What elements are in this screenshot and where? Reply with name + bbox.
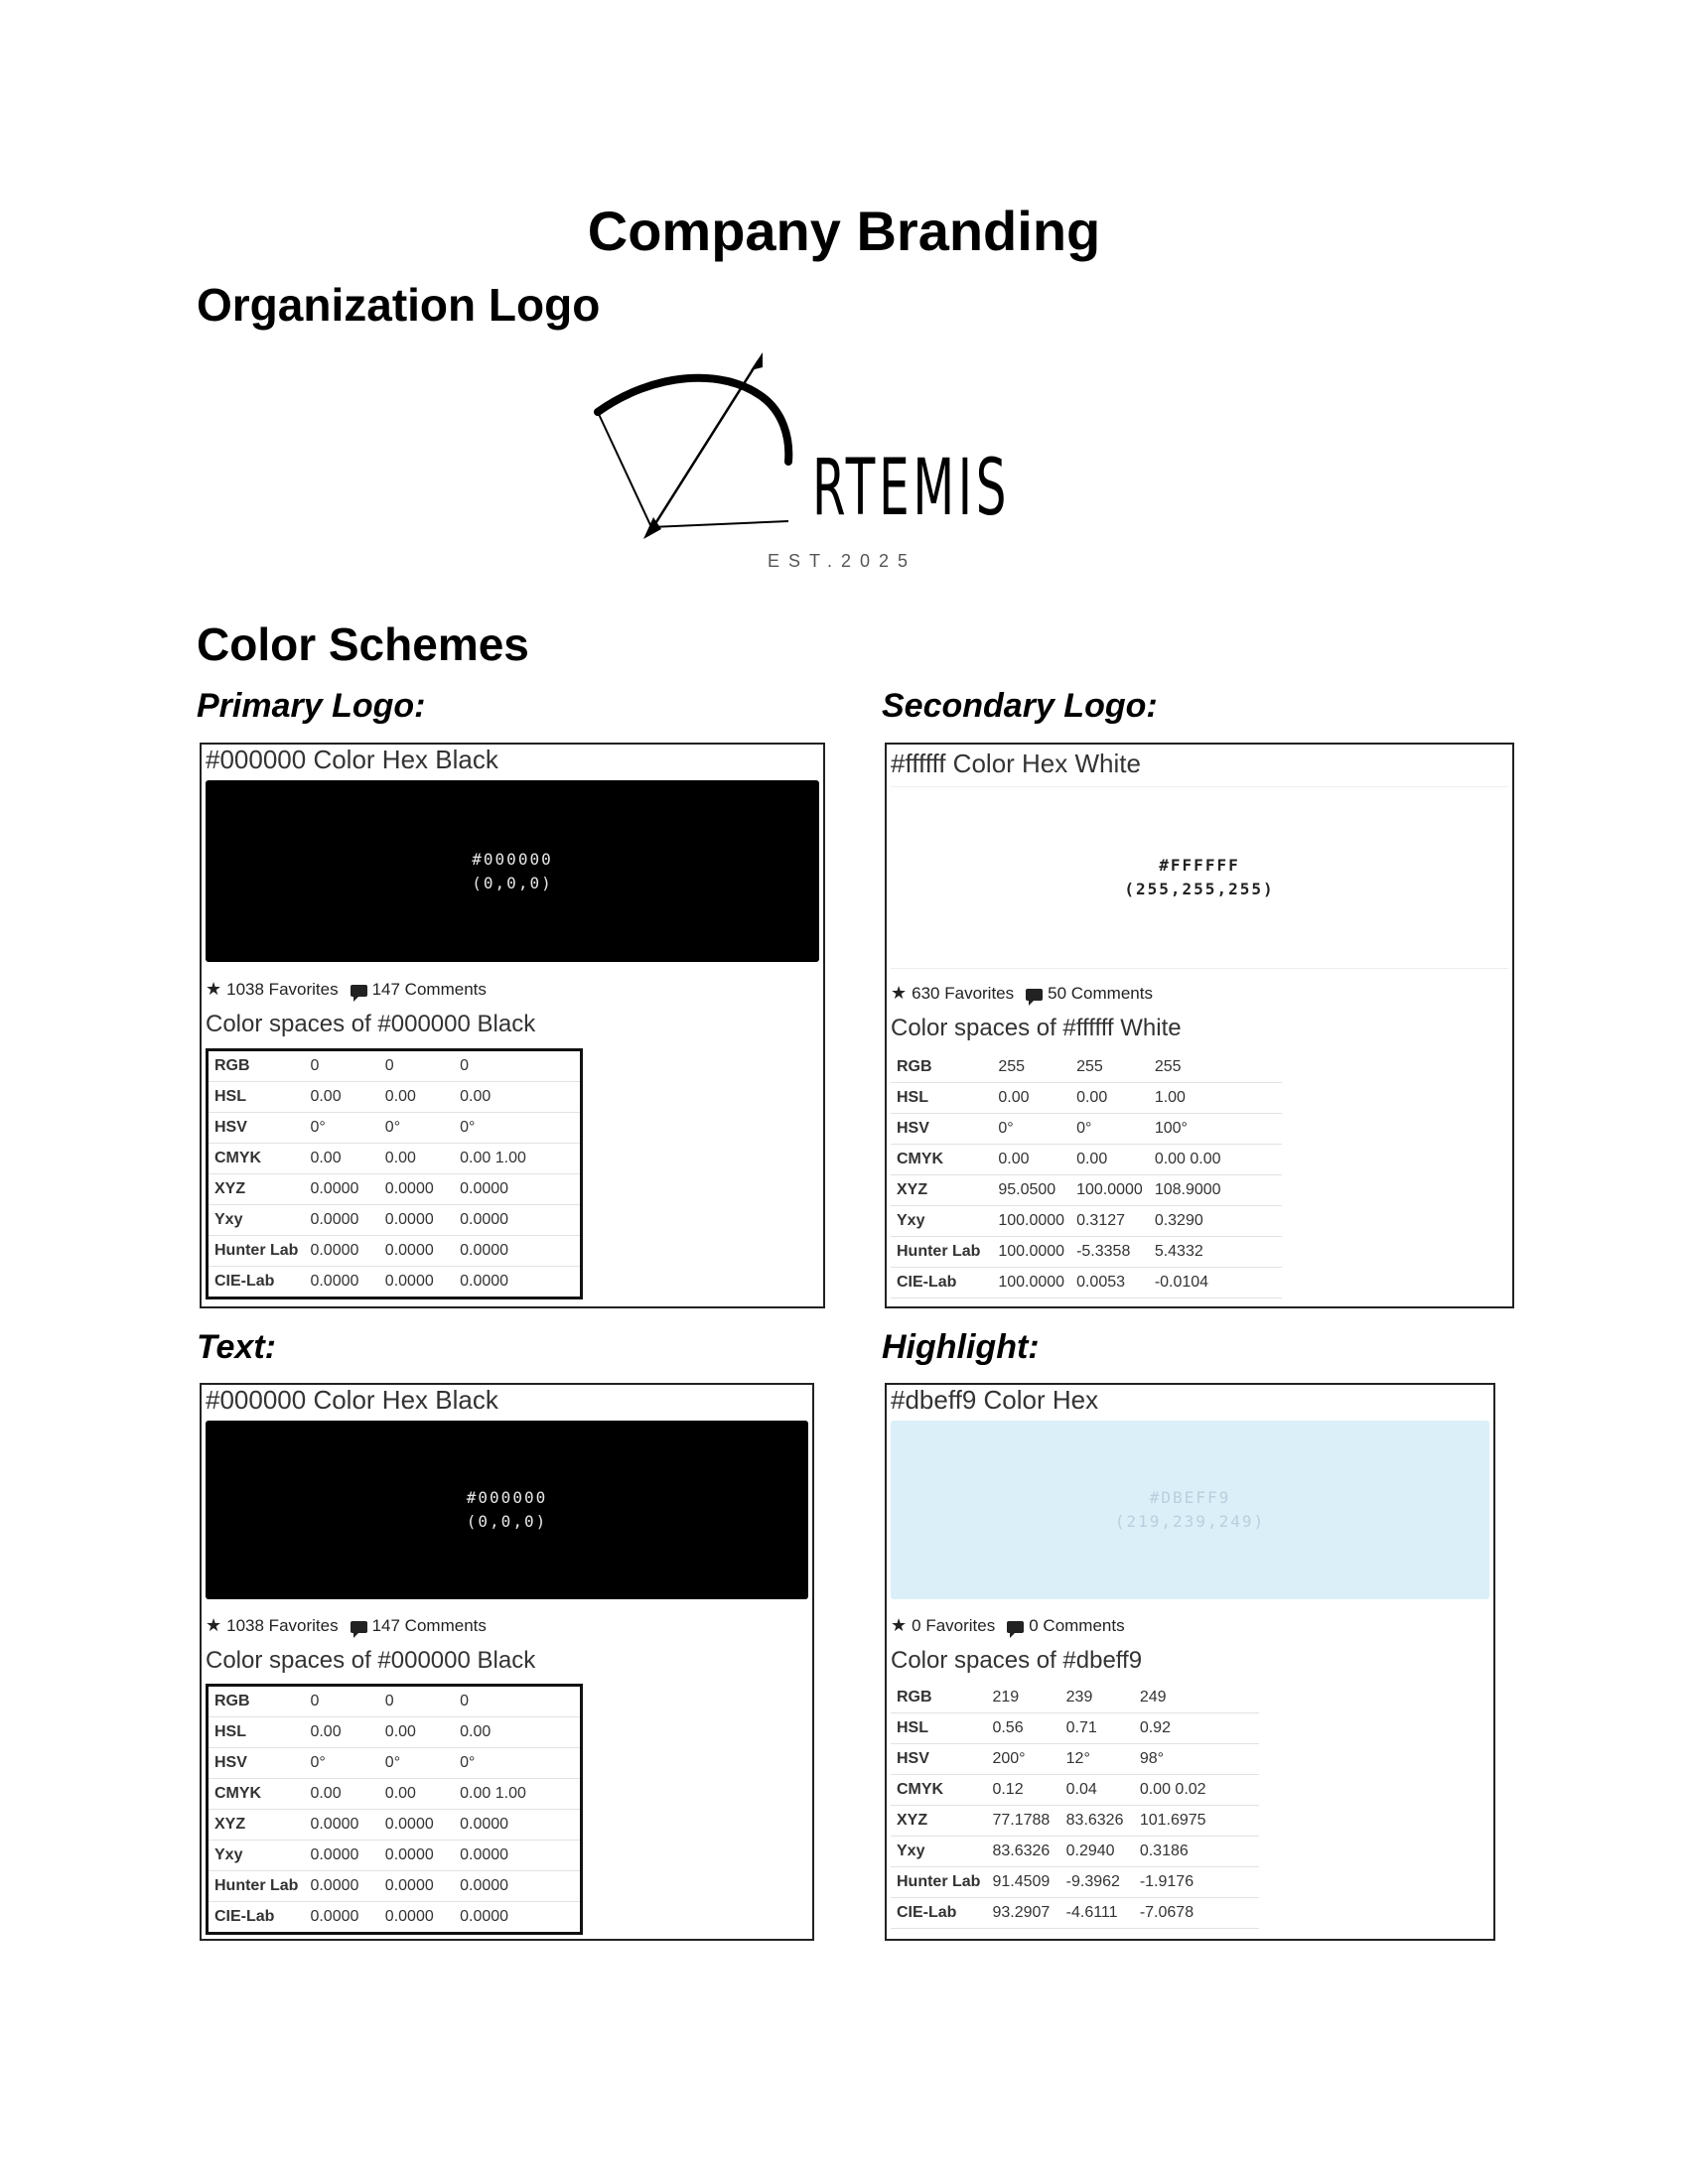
color-space-label: CMYK [891, 1145, 992, 1175]
color-space-value: 0.00 [1070, 1145, 1149, 1175]
color-stats [891, 1615, 1125, 1636]
color-space-value: 0° [454, 1113, 581, 1144]
color-space-value: 200° [986, 1744, 1059, 1775]
color-spaces-table [206, 1684, 583, 1935]
table-row [208, 1205, 582, 1236]
color-space-value: 0 [454, 1686, 581, 1717]
highlight-color-label: Highlight: [882, 1328, 1040, 1366]
color-space-label: Yxy [891, 1837, 986, 1867]
color-space-label: Hunter Lab [891, 1867, 986, 1898]
color-space-label: RGB [208, 1686, 305, 1717]
color-space-value: 0.00 [304, 1717, 378, 1748]
table-row [891, 1268, 1282, 1298]
color-space-value: 0.00 [379, 1717, 454, 1748]
color-space-value: 91.4509 [986, 1867, 1059, 1898]
color-space-value: 0.00 [304, 1144, 378, 1174]
table-row [891, 1237, 1282, 1268]
color-space-value: 95.0500 [992, 1175, 1070, 1206]
comment-icon [1026, 989, 1043, 1001]
color-swatch [891, 1421, 1489, 1599]
color-spaces-table [891, 1683, 1259, 1929]
color-swatch [206, 1421, 808, 1599]
color-space-value: 0.00 0.02 [1134, 1775, 1259, 1806]
color-space-value: 0.00 [992, 1083, 1070, 1114]
page-title: Company Branding [587, 200, 1101, 262]
color-space-label: CMYK [208, 1144, 305, 1174]
comment-icon [351, 1621, 367, 1633]
color-spaces-title: Color spaces of #ffffff White [891, 1015, 1182, 1041]
color-stats [206, 979, 487, 1000]
text-color-card [200, 1383, 814, 1941]
secondary-logo-label: Secondary Logo: [882, 687, 1158, 725]
color-stats [206, 1615, 487, 1636]
color-space-value: 0 [454, 1050, 581, 1082]
color-space-value: 0.0000 [454, 1267, 581, 1298]
comments-count: 0 Comments [1029, 1615, 1125, 1635]
color-space-value: 100° [1149, 1114, 1282, 1145]
swatch-hex: #DBEFF9 [1149, 1488, 1231, 1507]
color-space-value: 0.0000 [379, 1841, 454, 1871]
color-space-label: RGB [208, 1050, 305, 1082]
color-space-value: 0 [379, 1686, 454, 1717]
color-space-value: 0° [379, 1748, 454, 1779]
star-icon: ★ [206, 1615, 222, 1635]
color-space-value: 0.0000 [454, 1174, 581, 1205]
color-space-value: 0.56 [986, 1713, 1059, 1744]
color-space-value: 239 [1060, 1683, 1134, 1713]
color-space-value: 0.0000 [379, 1267, 454, 1298]
color-space-label: CMYK [208, 1779, 305, 1810]
color-space-label: HSV [891, 1114, 992, 1145]
comments-count: 147 Comments [371, 1615, 487, 1635]
color-space-value: 0.0000 [304, 1810, 378, 1841]
table-row [208, 1267, 582, 1298]
color-space-value: 0.0000 [454, 1841, 581, 1871]
color-space-value: 0° [992, 1114, 1070, 1145]
table-row [208, 1871, 582, 1902]
color-space-label: Hunter Lab [208, 1871, 305, 1902]
color-space-label: CIE-Lab [208, 1267, 305, 1298]
table-row [208, 1144, 582, 1174]
secondary-color-card [885, 743, 1514, 1308]
table-row [891, 1898, 1259, 1929]
primary-color-card [200, 743, 825, 1308]
table-row [208, 1810, 582, 1841]
color-space-value: 0.00 [992, 1145, 1070, 1175]
color-space-label: HSL [891, 1083, 992, 1114]
color-space-label: CIE-Lab [891, 1898, 986, 1929]
color-space-value: 0.3186 [1134, 1837, 1259, 1867]
table-row [891, 1114, 1282, 1145]
color-space-label: Yxy [208, 1841, 305, 1871]
color-space-value: 100.0000 [1070, 1175, 1149, 1206]
color-space-value: 0.0000 [304, 1174, 378, 1205]
color-card-title: #dbeff9 Color Hex [891, 1385, 1099, 1415]
color-space-value: 0.00 [454, 1717, 581, 1748]
logo-wordmark: RTEMIS [812, 444, 1011, 533]
color-swatch [206, 780, 819, 962]
color-space-value: 255 [992, 1052, 1070, 1083]
color-card-title: #000000 Color Hex Black [206, 745, 498, 774]
color-space-value: 0.2940 [1060, 1837, 1134, 1867]
table-row [208, 1902, 582, 1934]
color-space-label: HSV [208, 1748, 305, 1779]
color-space-label: HSV [891, 1744, 986, 1775]
color-space-value: 255 [1070, 1052, 1149, 1083]
color-space-value: 0.0000 [379, 1902, 454, 1934]
color-space-value: -7.0678 [1134, 1898, 1259, 1929]
table-row [891, 1206, 1282, 1237]
color-space-value: 0.00 [304, 1779, 378, 1810]
table-row [208, 1082, 582, 1113]
swatch-hex: #000000 [466, 1488, 548, 1507]
color-space-value: 0.0000 [304, 1267, 378, 1298]
color-space-label: Yxy [208, 1205, 305, 1236]
color-space-value: 12° [1060, 1744, 1134, 1775]
color-space-value: 0.00 1.00 [454, 1144, 581, 1174]
color-spaces-title: Color spaces of #000000 Black [206, 1011, 536, 1037]
color-space-label: RGB [891, 1683, 986, 1713]
color-card-title: #000000 Color Hex Black [206, 1385, 498, 1415]
color-space-value: 0.00 [1070, 1083, 1149, 1114]
table-row [208, 1686, 582, 1717]
color-space-label: RGB [891, 1052, 992, 1083]
color-space-value: 0.0000 [379, 1205, 454, 1236]
color-space-value: 0.0000 [304, 1236, 378, 1267]
organization-logo [594, 352, 1060, 591]
table-row [891, 1806, 1259, 1837]
color-space-value: 0.0000 [304, 1841, 378, 1871]
swatch-hex: #FFFFFF [1159, 856, 1240, 875]
text-color-label: Text: [197, 1328, 276, 1366]
color-space-value: 0.3127 [1070, 1206, 1149, 1237]
star-icon: ★ [891, 1615, 908, 1635]
color-space-value: -4.6111 [1060, 1898, 1134, 1929]
color-card-title: #ffffff Color Hex White [891, 749, 1141, 778]
table-row [208, 1841, 582, 1871]
highlight-color-card [885, 1383, 1495, 1941]
table-row [208, 1174, 582, 1205]
color-space-value: 0.00 [304, 1082, 378, 1113]
color-space-value: 0.0000 [304, 1902, 378, 1934]
color-space-value: 0.71 [1060, 1713, 1134, 1744]
color-space-value: 0° [1070, 1114, 1149, 1145]
swatch-rgb: (0,0,0) [472, 873, 553, 892]
color-schemes-heading: Color Schemes [197, 618, 529, 670]
color-space-label: XYZ [891, 1175, 992, 1206]
star-icon: ★ [206, 979, 222, 999]
comment-icon [351, 985, 367, 997]
primary-logo-label: Primary Logo: [197, 687, 426, 725]
color-space-value: 101.6975 [1134, 1806, 1259, 1837]
table-row [891, 1052, 1282, 1083]
color-space-value: 0 [379, 1050, 454, 1082]
table-row [891, 1683, 1259, 1713]
color-space-value: -0.0104 [1149, 1268, 1282, 1298]
color-space-value: 98° [1134, 1744, 1259, 1775]
favorites-count: 630 Favorites [912, 983, 1015, 1003]
color-space-value: -9.3962 [1060, 1867, 1134, 1898]
color-space-value: 0.0000 [304, 1205, 378, 1236]
favorites-count: 1038 Favorites [226, 979, 339, 999]
color-space-value: 0.0000 [379, 1236, 454, 1267]
color-space-value: -5.3358 [1070, 1237, 1149, 1268]
color-space-value: 0 [304, 1686, 378, 1717]
color-space-value: 0.00 [379, 1144, 454, 1174]
color-spaces-title: Color spaces of #dbeff9 [891, 1647, 1143, 1674]
color-space-value: 0.0000 [454, 1902, 581, 1934]
color-space-value: 0 [304, 1050, 378, 1082]
table-row [208, 1748, 582, 1779]
color-space-value: 0.0000 [454, 1236, 581, 1267]
color-space-label: XYZ [208, 1174, 305, 1205]
color-space-value: 77.1788 [986, 1806, 1059, 1837]
color-space-value: 0.0000 [454, 1810, 581, 1841]
table-row [891, 1175, 1282, 1206]
table-row [208, 1113, 582, 1144]
color-spaces-table [891, 1052, 1282, 1298]
color-space-label: Yxy [891, 1206, 992, 1237]
swatch-rgb: (255,255,255) [1124, 880, 1275, 898]
color-space-value: 0.0000 [379, 1810, 454, 1841]
swatch-hex: #000000 [472, 849, 553, 869]
table-row [891, 1744, 1259, 1775]
table-row [208, 1779, 582, 1810]
color-space-value: 83.6326 [1060, 1806, 1134, 1837]
logo-heading: Organization Logo [197, 279, 601, 331]
table-row [891, 1837, 1259, 1867]
color-space-value: 108.9000 [1149, 1175, 1282, 1206]
color-space-value: 0.00 [379, 1779, 454, 1810]
table-row [208, 1236, 582, 1267]
color-space-value: 0.92 [1134, 1713, 1259, 1744]
color-space-value: 0° [304, 1748, 378, 1779]
color-space-value: 5.4332 [1149, 1237, 1282, 1268]
color-space-value: 0.12 [986, 1775, 1059, 1806]
color-space-label: HSV [208, 1113, 305, 1144]
table-row [891, 1083, 1282, 1114]
color-space-value: 219 [986, 1683, 1059, 1713]
table-row [891, 1867, 1259, 1898]
color-space-value: 100.0000 [992, 1206, 1070, 1237]
favorites-count: 1038 Favorites [226, 1615, 339, 1635]
swatch-rgb: (0,0,0) [466, 1512, 548, 1531]
color-space-value: -1.9176 [1134, 1867, 1259, 1898]
color-space-value: 0° [454, 1748, 581, 1779]
color-space-label: CIE-Lab [891, 1268, 992, 1298]
color-space-value: 93.2907 [986, 1898, 1059, 1929]
color-space-value: 0.0000 [454, 1205, 581, 1236]
color-space-label: CMYK [891, 1775, 986, 1806]
color-space-value: 0.00 [454, 1082, 581, 1113]
color-space-value: 83.6326 [986, 1837, 1059, 1867]
color-space-value: 0.0000 [304, 1871, 378, 1902]
color-space-label: XYZ [208, 1810, 305, 1841]
star-icon: ★ [891, 983, 908, 1003]
color-space-value: 1.00 [1149, 1083, 1282, 1114]
comments-count: 50 Comments [1048, 983, 1153, 1003]
color-space-value: 0.0000 [379, 1871, 454, 1902]
table-row [208, 1717, 582, 1748]
color-space-value: 0.0000 [379, 1174, 454, 1205]
color-space-value: 0.3290 [1149, 1206, 1282, 1237]
color-space-label: CIE-Lab [208, 1902, 305, 1934]
color-stats [891, 983, 1153, 1004]
table-row [891, 1713, 1259, 1744]
table-row [208, 1050, 582, 1082]
color-space-label: HSL [208, 1082, 305, 1113]
color-space-value: 100.0000 [992, 1237, 1070, 1268]
color-spaces-table [206, 1048, 583, 1299]
color-space-label: Hunter Lab [891, 1237, 992, 1268]
color-space-label: XYZ [891, 1806, 986, 1837]
color-space-value: 0.04 [1060, 1775, 1134, 1806]
color-space-value: 0.0000 [454, 1871, 581, 1902]
favorites-count: 0 Favorites [912, 1615, 996, 1635]
color-space-label: HSL [208, 1717, 305, 1748]
swatch-rgb: (219,239,249) [1114, 1512, 1266, 1531]
color-space-label: Hunter Lab [208, 1236, 305, 1267]
comments-count: 147 Comments [371, 979, 487, 999]
color-space-value: 0.00 0.00 [1149, 1145, 1282, 1175]
color-space-value: 255 [1149, 1052, 1282, 1083]
color-space-value: 0.00 1.00 [454, 1779, 581, 1810]
color-swatch [891, 786, 1508, 969]
logo-established: EST.2025 [768, 551, 917, 571]
color-space-value: 0.0053 [1070, 1268, 1149, 1298]
color-space-value: 0° [304, 1113, 378, 1144]
table-row [891, 1775, 1259, 1806]
table-row [891, 1145, 1282, 1175]
color-space-value: 249 [1134, 1683, 1259, 1713]
color-spaces-title: Color spaces of #000000 Black [206, 1647, 536, 1674]
color-space-value: 0.00 [379, 1082, 454, 1113]
color-space-label: HSL [891, 1713, 986, 1744]
color-space-value: 0° [379, 1113, 454, 1144]
color-space-value: 100.0000 [992, 1268, 1070, 1298]
comment-icon [1007, 1621, 1024, 1633]
